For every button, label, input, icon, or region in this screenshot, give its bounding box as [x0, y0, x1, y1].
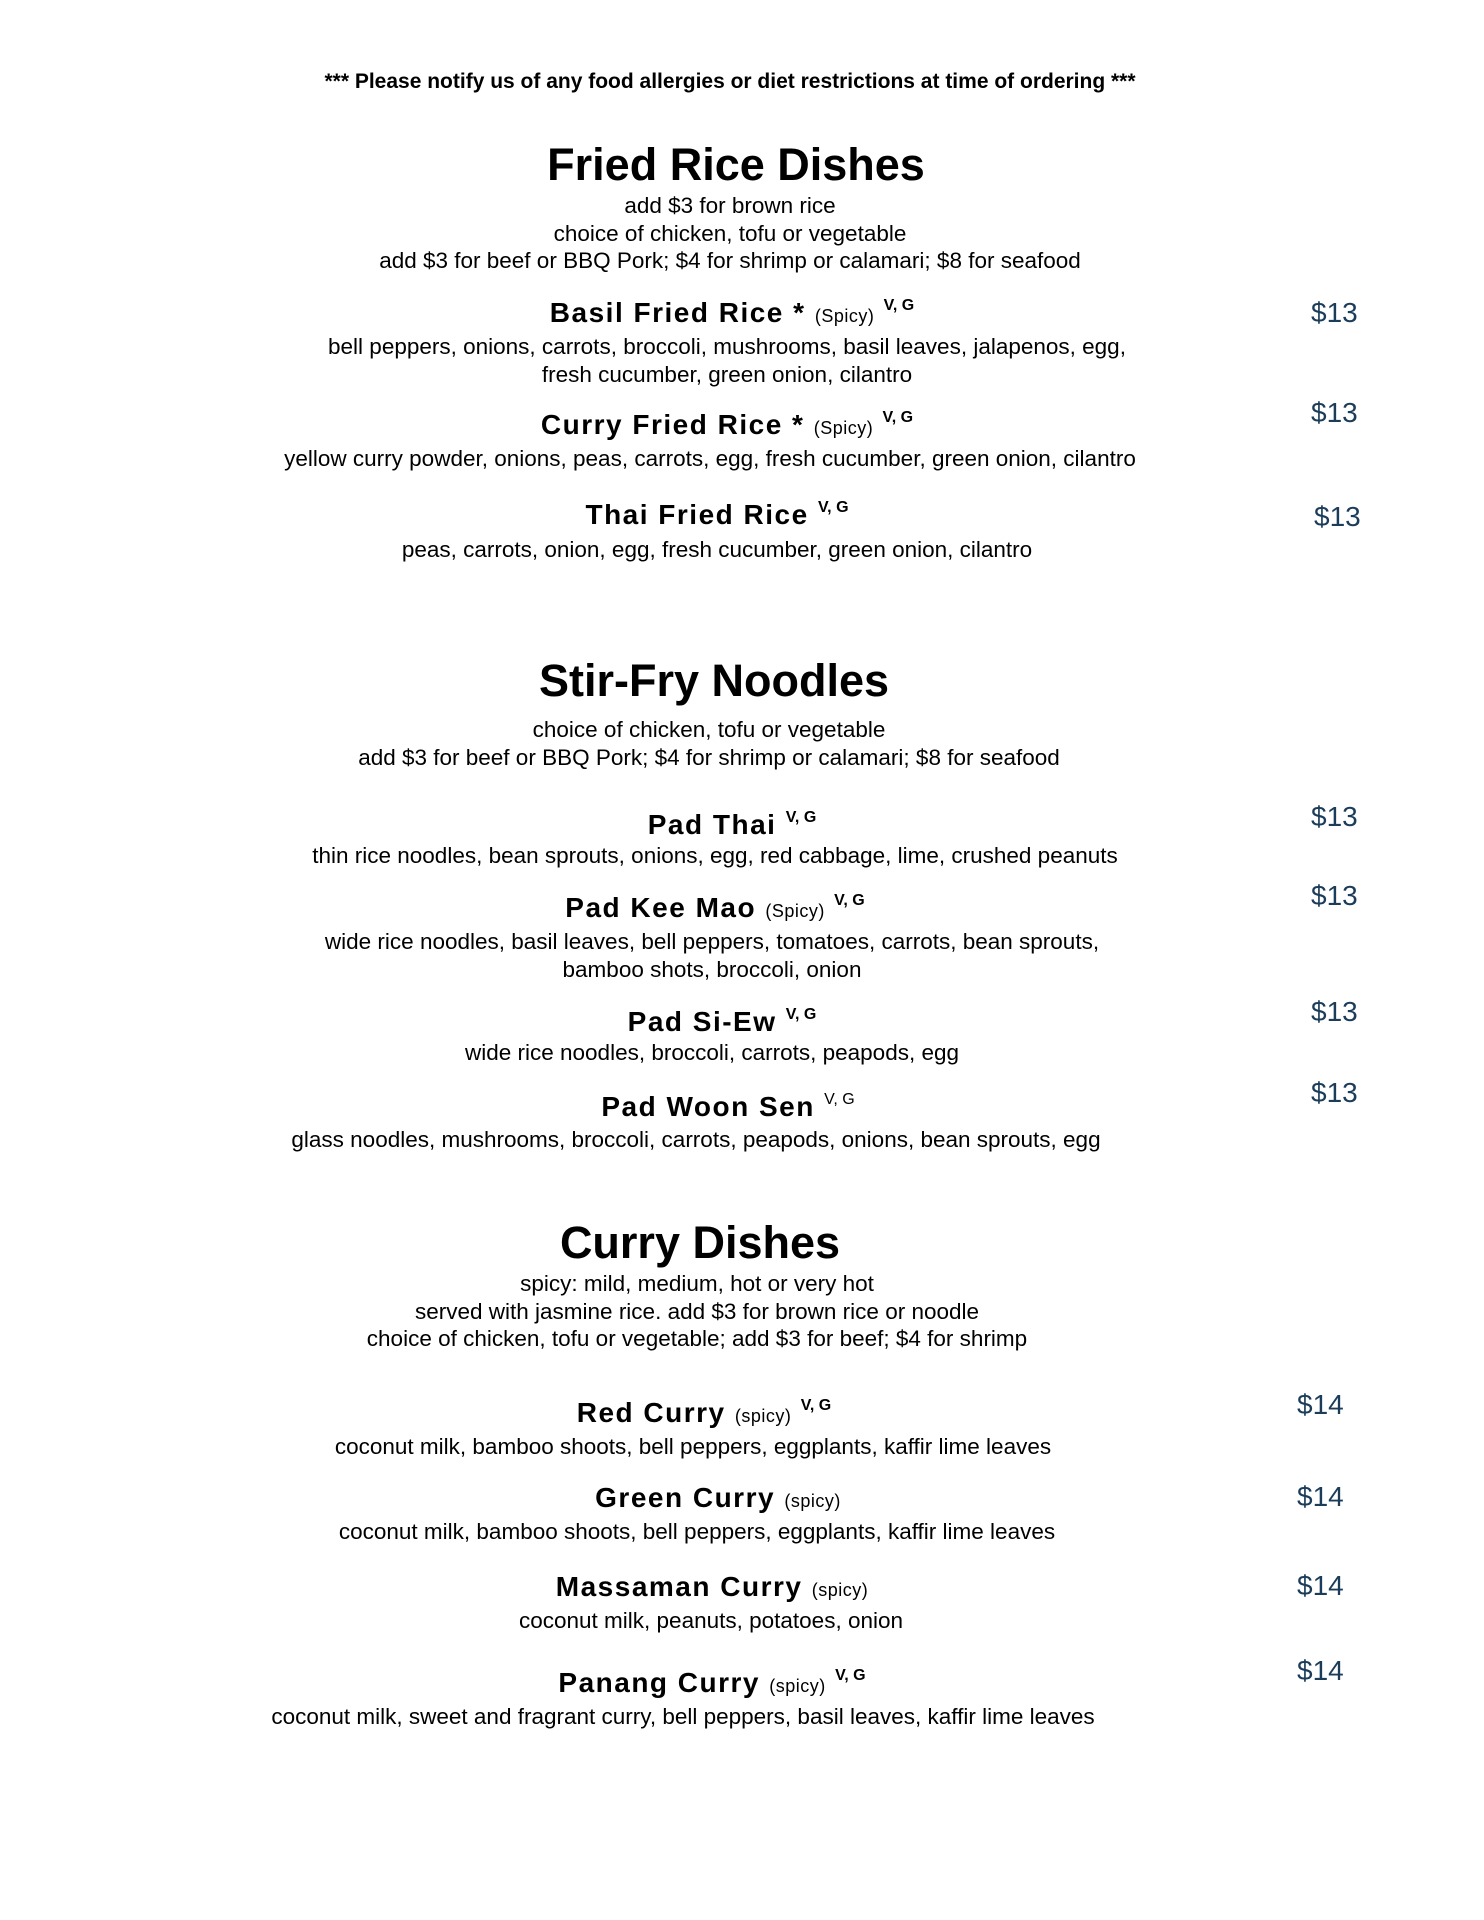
item-description: peas, carrots, onion, egg, fresh cucumber, green onion, cilantro	[401, 536, 1033, 562]
fried-rice-section	[0, 138, 1484, 564]
item-price: $14	[1297, 1388, 1344, 1420]
section-subtitle: choice of chicken, tofu or vegetable	[532, 717, 886, 742]
dietary-tags: V, G	[817, 498, 849, 516]
item-note: (Spicy)	[814, 305, 875, 326]
dietary-tags: V, G	[883, 296, 915, 314]
item-note: (Spicy)	[765, 901, 825, 921]
item-note: (spicy)	[734, 1405, 792, 1426]
item-description: coconut milk, sweet and fragrant curry, bell peppers, basil leaves, kaffir lime leaves	[271, 1703, 1095, 1729]
item-price: $13	[1314, 500, 1361, 532]
section-subtitle: add $3 for brown rice	[624, 193, 836, 218]
dietary-tags: V, G	[785, 809, 817, 826]
menu-item	[0, 1570, 1484, 1635]
item-name: Curry Fried Rice *	[540, 408, 805, 440]
item-price: $14	[1297, 1569, 1344, 1601]
item-name: Basil Fried Rice *	[549, 296, 806, 328]
menu-item	[0, 1654, 1484, 1731]
dietary-tags: V, G	[882, 408, 914, 426]
section-title: Fried Rice Dishes	[547, 139, 925, 190]
item-price: $13	[1311, 880, 1358, 911]
item-note: (Spicy)	[813, 417, 874, 438]
item-name: Pad Kee Mao	[565, 892, 757, 923]
section-subtitle: served with jasmine rice. add $3 for brown rice or noodle	[414, 1298, 980, 1324]
item-name: Pad Si-Ew	[627, 1006, 777, 1037]
item-note: (spicy)	[769, 1675, 826, 1696]
section-subtitle: spicy: mild, medium, hot or very hot	[520, 1271, 874, 1296]
section-title: Stir-Fry Noodles	[538, 655, 890, 706]
menu-item	[0, 880, 1484, 984]
item-description: bamboo shots, broccoli, onion	[562, 957, 862, 982]
menu-item	[0, 998, 1484, 1067]
item-description: glass noodles, mushrooms, broccoli, carrots, peapods, onions, bean sprouts, egg	[291, 1127, 1101, 1152]
item-price: $14	[1297, 1654, 1344, 1686]
item-name: Green Curry	[595, 1481, 776, 1513]
item-note: (spicy)	[784, 1490, 841, 1511]
item-note: (spicy)	[811, 1579, 869, 1600]
dietary-tags: V, G	[785, 1006, 817, 1023]
item-price: $13	[1311, 996, 1358, 1027]
item-name: Red Curry	[576, 1396, 726, 1428]
item-name: Pad Thai	[647, 809, 777, 840]
menu-item	[0, 491, 1484, 564]
item-name: Panang Curry	[558, 1666, 760, 1698]
item-name: Massaman Curry	[555, 1570, 803, 1602]
noodles-section	[0, 654, 1484, 1154]
item-description: coconut milk, bamboo shoots, bell peppers, eggplants, kaffir lime leaves	[338, 1518, 1056, 1544]
item-description: fresh cucumber, green onion, cilantro	[541, 361, 913, 387]
menu-item	[0, 289, 1484, 389]
item-price: $13	[1311, 396, 1358, 428]
item-description: coconut milk, peanuts, potatoes, onion	[519, 1607, 903, 1633]
item-description: yellow curry powder, onions, peas, carrots, egg, fresh cucumber, green onion, cilantro	[284, 445, 1136, 471]
item-name: Thai Fried Rice	[585, 498, 809, 530]
menu-item	[0, 1077, 1484, 1154]
item-price: $14	[1297, 1480, 1344, 1512]
section-subtitle: choice of chicken, tofu or vegetable	[553, 220, 907, 246]
item-description: coconut milk, bamboo shoots, bell peppers, eggplants, kaffir lime leaves	[334, 1433, 1052, 1459]
dietary-tags: V, G	[835, 1666, 866, 1684]
item-description: bell peppers, onions, carrots, broccoli, mushrooms, basil leaves, jalapenos, egg,	[328, 333, 1126, 359]
curry-section	[0, 1216, 1484, 1731]
allergy-notice: *** Please notify us of any food allergies or diet restrictions at time of ordering ***	[324, 70, 1136, 93]
item-description: wide rice noodles, broccoli, carrots, peapods, egg	[464, 1040, 960, 1065]
item-description: thin rice noodles, bean sprouts, onions, egg, red cabbage, lime, crushed peanuts	[312, 843, 1118, 868]
section-subtitle: choice of chicken, tofu or vegetable; add $3 for beef; $4 for shrimp	[366, 1326, 1028, 1351]
menu-item	[0, 1389, 1484, 1461]
section-subtitle: add $3 for beef or BBQ Pork; $4 for shrimp or calamari; $8 for seafood	[358, 744, 1060, 770]
menu-item	[0, 1481, 1484, 1546]
menu-item	[0, 396, 1484, 473]
section-title: Curry Dishes	[559, 1217, 841, 1268]
item-price: $13	[1311, 801, 1358, 832]
dietary-tags: V, G	[824, 1091, 855, 1108]
item-description: wide rice noodles, basil leaves, bell peppers, tomatoes, carrots, bean sprouts,	[324, 929, 1100, 954]
dietary-tags: V, G	[800, 1396, 832, 1414]
item-name: Pad Woon Sen	[601, 1091, 815, 1122]
item-price: $13	[1311, 296, 1358, 328]
item-price: $13	[1311, 1077, 1358, 1108]
section-subtitle: add $3 for beef or BBQ Pork; $4 for shrimp or calamari; $8 for seafood	[379, 248, 1081, 273]
dietary-tags: V, G	[834, 892, 865, 909]
menu-item	[0, 801, 1484, 870]
